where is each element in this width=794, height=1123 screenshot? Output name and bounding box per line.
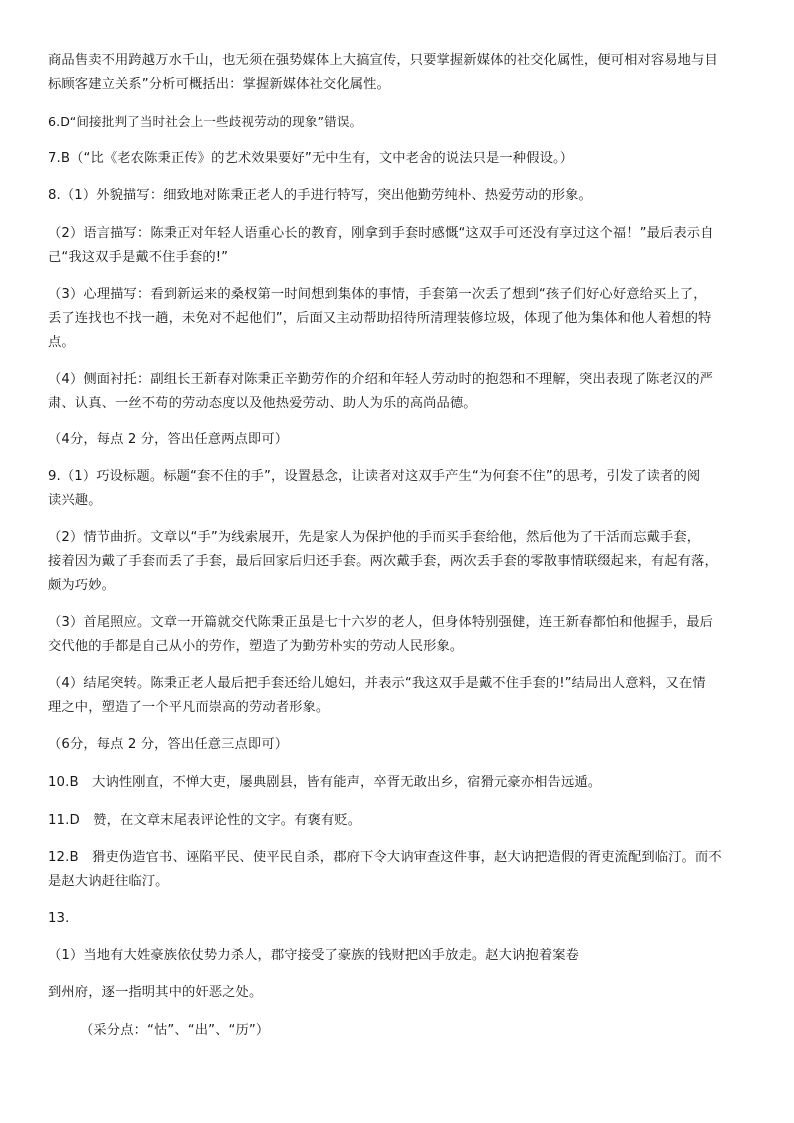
text-line: （4）结尾突转。陈秉正老人最后把手套还给儿媳妇，并表示“我这双手是戴不住手套的!”结局出人意料，又在情: [48, 676, 706, 691]
text-line: 10.B 大讷性刚直，不惮大吏，屡典剧县，皆有能声，卒胥无敢出乡，宿猾元豪亦相告远遁。: [48, 775, 602, 790]
text-line: （4分，每点 2 分，答出任意两点即可）: [48, 432, 289, 447]
text-line: （1）当地有大姓豪族依仗势力杀人，郡守接受了豪族的钱财把凶手放走。赵大讷抱着案卷: [48, 948, 580, 963]
text-line: （2）语言描写：陈秉正对年轻人语重心长的教育，刚拿到手套时感慨“这双手可还没有享过这个福！”最后表示自: [48, 226, 714, 241]
text-line: 到州府，逐一指明其中的奸恶之处。: [48, 985, 263, 1000]
text-line: 是赵大讷赶往临汀。: [48, 874, 169, 889]
text-line: 己“我这双手是戴不住手套的!”: [48, 250, 229, 265]
text-line: 标顾客建立关系”分析可概括出：掌握新媒体社交化属性。: [48, 77, 390, 92]
text-line: 点。: [48, 335, 75, 350]
text-line: 颇为巧妙。: [48, 578, 115, 593]
text-line: 商品售卖不用跨越万水千山，也无须在强势媒体上大搞宣传，只要掌握新媒体的社交化属性，便可相对容易地与目: [48, 53, 718, 68]
text-line: 接着因为戴了手套而丢了手套，最后回家后归还手套。两次戴手套，两次丢手套的零散事情联缀起来，有起有落，: [48, 554, 718, 569]
text-line: 7.B（“比《老农陈秉正传》的艺术效果要好”无中生有，文中老舍的说法只是一种假设。）: [48, 151, 574, 166]
text-line: 交代他的手都是自己从小的劳作，塑造了为勤劳朴实的劳动人民形象。: [48, 639, 464, 654]
scoring-points: （采分点：“怙”、“出”、“历”）: [80, 1023, 270, 1038]
text-line: 丢了连找也不找一趟，未免对不起他们”，后面又主动帮助招待所清理装修垃圾，体现了他为集体和他人着想的特: [48, 311, 712, 326]
text-line: （6分，每点 2 分，答出任意三点即可）: [48, 737, 289, 752]
text-line: 6.D“间接批判了当时社会上一些歧视劳动的现象”错误。: [48, 114, 363, 129]
text-line: 读兴趣。: [48, 493, 102, 508]
text-line: 11.D 赞，在文章末尾表评论性的文字。有褒有贬。: [48, 813, 362, 828]
text-line: （4）侧面衬托：副组长王新春对陈秉正辛勤劳作的介绍和年轻人劳动时的抱怨和不理解，突出表现了陈老汉的严: [48, 372, 714, 387]
text-line: 理之中，塑造了一个平凡而崇高的劳动者形象。: [48, 700, 330, 715]
text-line: 12.B 猾吏伪造官书、诬陷平民、使平民自杀，郡府下令大讷审查这件事，赵大讷把造假的胥吏流配到临汀。而不: [48, 850, 722, 865]
text-line: （3）心理描写：看到新运来的桑杈第一时间想到集体的事情，手套第一次丢了想到“孩子们好心好意给买上了，: [48, 287, 707, 302]
text-line: （2）情节曲折。文章以“手”为线索展开，先是家人为保护他的手而买手套给他，然后他为了干活而忘戴手套，: [48, 530, 701, 545]
text-line: 肃、认真、一丝不苟的劳动态度以及他热爱劳动、助人为乐的高尚品德。: [48, 396, 477, 411]
text-line: 8.（1）外貌描写：细致地对陈秉正老人的手进行特写，突出他勤劳纯朴、热爱劳动的形象。: [48, 188, 592, 203]
text-line: 13.: [48, 911, 70, 926]
text-line: 9.（1）巧设标题。标题“套不住的手”，设置悬念，让读者对这双手产生“为何套不住”的思考，引发了读者的阅: [48, 469, 701, 484]
text-line: （3）首尾照应。文章一开篇就交代陈秉正虽是七十六岁的老人，但身体特别强健，连王新春都怕和他握手，最后: [48, 615, 714, 630]
